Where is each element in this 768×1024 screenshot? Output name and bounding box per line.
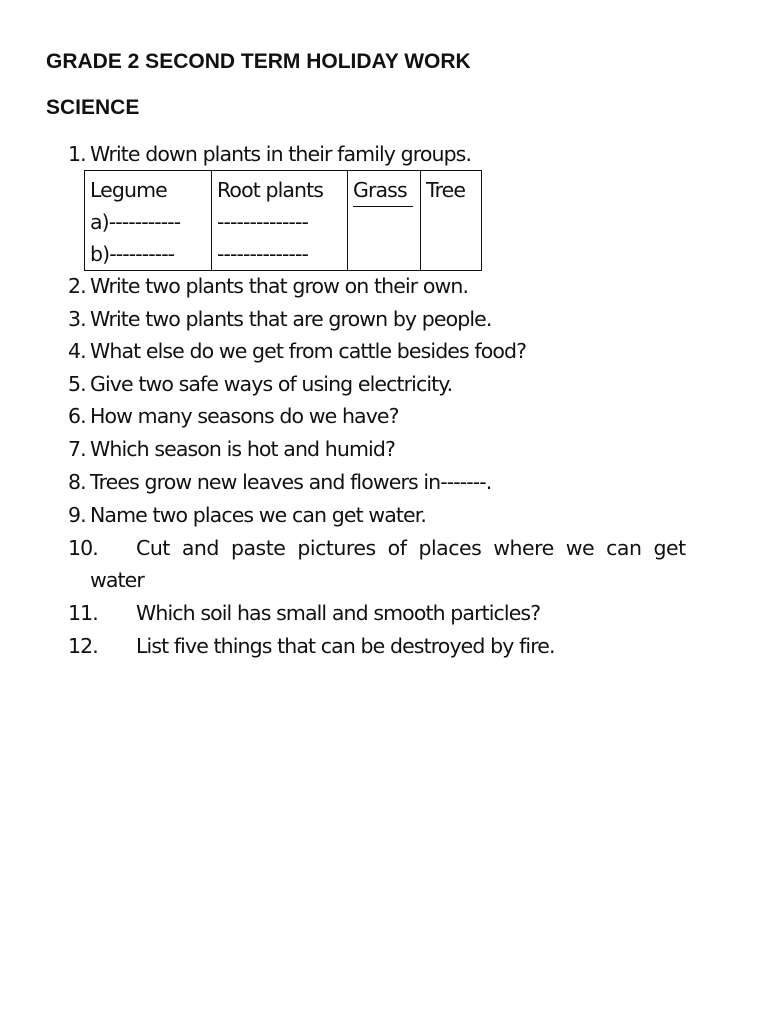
legume-header: Legume (90, 178, 167, 202)
question-11-text: Which soil has small and smooth particles? (136, 601, 541, 625)
question-number: 3. (68, 307, 86, 331)
question-text: Write two plants that are grown by people. (90, 307, 492, 331)
question-text: Trees grow new leaves and flowers in-------. (90, 470, 492, 494)
question-number: 4. (68, 339, 86, 363)
question-number: 6. (68, 404, 86, 428)
family-groups-table (84, 170, 482, 271)
question-12-number: 12. (68, 634, 98, 658)
tree-header: Tree (426, 178, 466, 202)
root-plants-column (212, 171, 348, 271)
question-1-number: 1. (68, 142, 86, 166)
question-text: Name two places we can get water. (90, 503, 426, 527)
legume-row-b: b)---------- (90, 242, 175, 266)
root-plants-row-b: -------------- (217, 242, 308, 266)
question-number: 5. (68, 372, 86, 396)
root-plants-row-a: -------------- (217, 210, 308, 234)
question-11-number: 11. (68, 601, 98, 625)
question-1-text: Write down plants in their family groups. (90, 142, 472, 166)
legume-row-a: a)----------- (90, 210, 181, 234)
question-text: How many seasons do we have? (90, 404, 399, 428)
grass-column (348, 171, 421, 271)
question-text: Write two plants that grow on their own. (90, 274, 469, 298)
question-number: 9. (68, 503, 86, 527)
question-number: 7. (68, 437, 86, 461)
tree-column (421, 171, 482, 271)
legume-column (85, 171, 212, 271)
question-10-continuation: water (90, 568, 144, 592)
question-text: Give two safe ways of using electricity. (90, 372, 453, 396)
question-number: 8. (68, 470, 86, 494)
root-plants-header: Root plants (217, 178, 324, 202)
grass-header: Grass (353, 174, 413, 207)
question-number: 2. (68, 274, 86, 298)
question-10-text: Cut and paste pictures of places where we can get (136, 536, 686, 560)
question-text: Which season is hot and humid? (90, 437, 395, 461)
question-text: What else do we get from cattle besides food? (90, 339, 527, 363)
question-12-text: List five things that can be destroyed by fire. (136, 634, 555, 658)
document-title: GRADE 2 SECOND TERM HOLIDAY WORK (46, 50, 471, 73)
subject-heading: SCIENCE (46, 96, 140, 119)
question-10-number: 10. (68, 536, 98, 560)
